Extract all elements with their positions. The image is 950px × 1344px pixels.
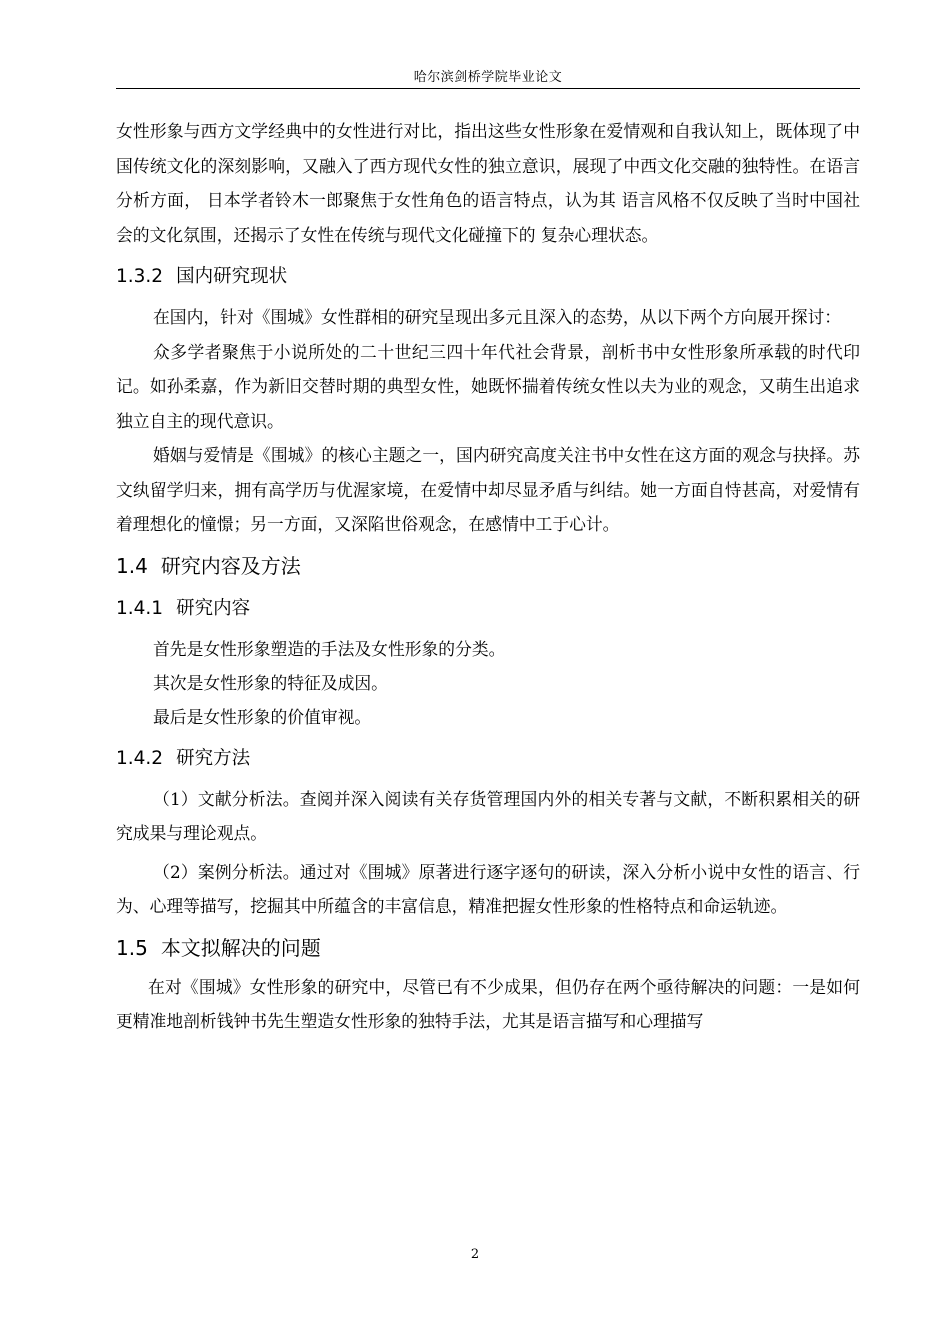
paragraph-1-3-2-b: 众多学者聚焦于小说所处的二十世纪三四十年代社会背景，剖析书中女性形象所承载的时代印记。如孙柔嘉，作为新旧交替时期的典型女性，她既怀揣着传统女性以夫为业的观念，又萌生出追求独立自主的现代意识。 bbox=[116, 341, 860, 431]
research-content-list bbox=[116, 632, 860, 734]
heading-title: 研究内容及方法 bbox=[160, 553, 301, 578]
paragraph-1-5-a: 在对《围城》女性形象的研究中，尽管已有不少成果，但仍存在两个亟待解决的问题：一是如何更精准地剖析钱钟书先生塑造女性形象的独特手法，尤其是语言描写和心理描写 bbox=[116, 976, 860, 1031]
heading-number: 1.4 bbox=[116, 553, 148, 578]
heading-title: 本文拟解决的问题 bbox=[160, 935, 321, 960]
heading-title: 研究方法 bbox=[176, 747, 251, 769]
heading-number: 1.4.2 bbox=[116, 747, 164, 769]
heading-number: 1.5 bbox=[116, 935, 148, 960]
heading-number: 1.4.1 bbox=[116, 597, 164, 619]
heading-title: 研究内容 bbox=[176, 597, 251, 619]
paragraph-intro: 女性形象与西方文学经典中的女性进行对比，指出这些女性形象在爱情观和自我认知上，既体现了中国传统文化的深刻影响，又融入了西方现代女性的独立意识，展现了中西文化交融的独特性。在语言分析方面， 日本学者铃木一郎聚焦于女性角色的语言特点，认为其 语言风格不仅反映了当时中国社会的文化氛围，还揭示了女性在传统与现代文化碰撞下的 复杂心理状态。 bbox=[116, 121, 860, 245]
paragraph-1-3-2-a: 在国内，针对《围城》女性群相的研究呈现出多元且深入的态势，从以下两个方向展开探讨： bbox=[153, 307, 842, 327]
list-item: 其次是女性形象的特征及成因。 bbox=[153, 672, 388, 693]
paragraph-1-3-2-c: 婚姻与爱情是《围城》的核心主题之一，国内研究高度关注书中女性在这方面的观念与抉择。苏文纨留学归来，拥有高学历与优渥家境，在爱情中却尽显矛盾与纠结。她一方面自恃甚高，对爱情有着理想化的憧憬；另一方面，又深陷世俗观念，在感情中工于心计。 bbox=[116, 445, 860, 534]
list-item: 最后是女性形象的价值审视。 bbox=[153, 706, 372, 727]
paragraph-1-4-2-b: （2）案例分析法。通过对《围城》原著进行逐字逐句的研读，深入分析小说中女性的语言、行为、心理等描写，挖掘其中所蕴含的丰富信息，精准把握女性形象的性格特点和命运轨迹。 bbox=[116, 861, 860, 916]
heading-number: 1.3.2 bbox=[116, 266, 164, 287]
heading-1-5 bbox=[116, 930, 860, 966]
page-number: 2 bbox=[470, 1247, 480, 1262]
list-item: 首先是女性形象塑造的手法及女性形象的分类。 bbox=[153, 638, 506, 659]
paragraph-1-4-2-a: （1）文献分析法。查阅并深入阅读有关存货管理国内外的相关专著与文献，不断积累相关的研究成果与理论观点。 bbox=[116, 788, 860, 843]
heading-1-3-2 bbox=[116, 260, 860, 294]
heading-1-4 bbox=[116, 548, 860, 584]
document-body bbox=[116, 114, 860, 1039]
heading-1-4-2 bbox=[116, 742, 860, 776]
heading-title: 国内研究现状 bbox=[176, 266, 288, 287]
heading-1-4-1 bbox=[116, 592, 860, 626]
page-header-title: 哈尔滨剑桥学院毕业论文 bbox=[413, 70, 563, 85]
header-divider bbox=[116, 88, 860, 89]
